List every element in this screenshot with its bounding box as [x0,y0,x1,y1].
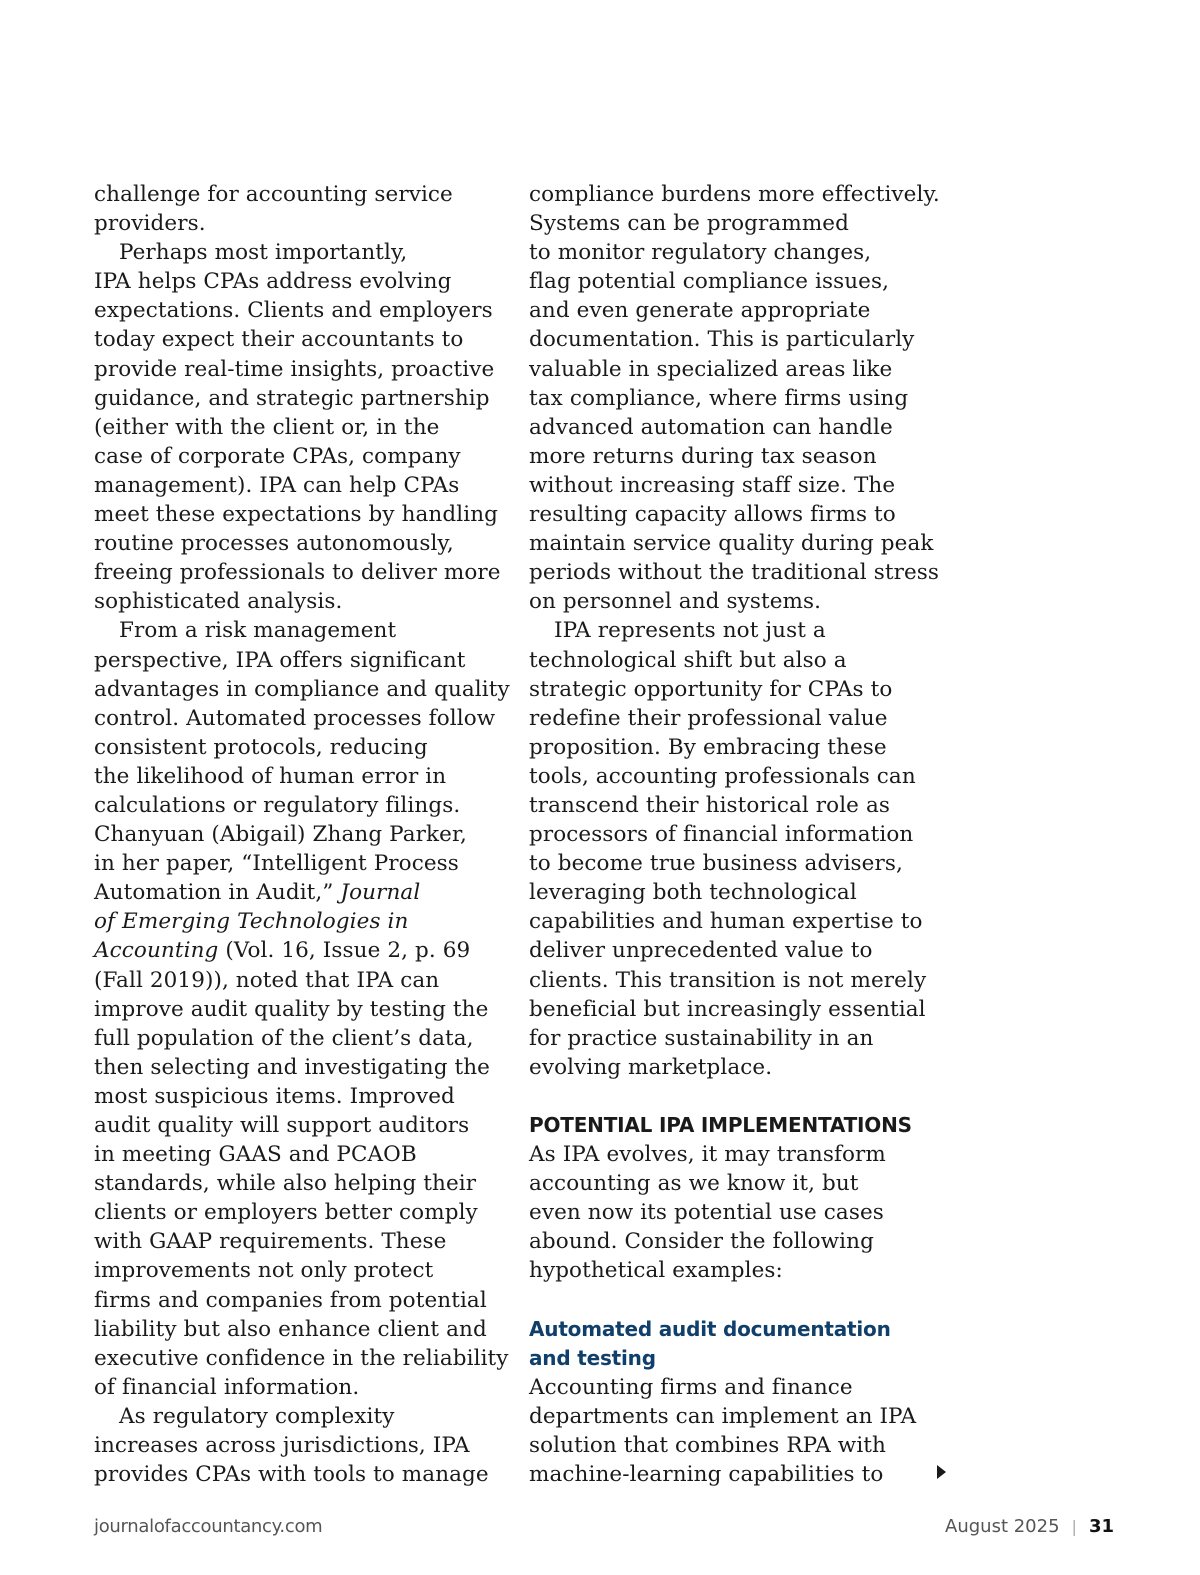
text-line: advanced automation can handle [529,414,893,440]
text-line: As regulatory complexity [119,1403,395,1429]
text-line: without increasing staff size. The [529,472,896,498]
text-line: deliver unprecedented value to [529,938,873,964]
text-line: periods without the traditional stress [529,560,940,586]
text-line: and even generate appropriate [529,298,871,324]
text-line: full population of the client’s data, [94,1025,474,1051]
text-line: As IPA evolves, it may transform [529,1142,886,1168]
text-line: in her paper, “Intelligent Process [94,851,459,877]
text-line: the likelihood of human error in [94,763,447,789]
text-line: Chanyuan (Abigail) Zhang Parker, [94,822,467,848]
text-line: accounting as we know it, but [529,1171,859,1197]
journal-title-italic: Journal [340,880,421,906]
text-line: advantages in compliance and quality [94,676,510,702]
text-line: From a risk management [119,618,397,644]
text-line: clients or employers better comply [94,1200,478,1226]
text-line: resulting capacity allows firms to [529,502,896,528]
text-line: perspective, IPA offers significant [94,647,466,673]
text-line: challenge for accounting service [94,182,453,207]
text-line: evolving marketplace. [529,1054,773,1080]
text-line: hypothetical examples: [529,1258,783,1284]
text-line: redefine their professional value [529,705,888,731]
text-line: (either with the client or, in the [94,414,440,440]
text-line: more returns during tax season [529,443,877,469]
text-line: provides CPAs with tools to manage [94,1462,489,1488]
text-line: IPA represents not just a [554,618,826,644]
paragraph-spacer [529,1286,949,1315]
text-line: standards, while also helping their [94,1171,477,1197]
text-line: consistent protocols, reducing [94,734,428,760]
text-line: to monitor regulatory changes, [529,240,872,266]
text-line: of financial information. [94,1374,360,1400]
text-line: audit quality will support auditors [94,1113,470,1138]
text-line: liability but also enhance client and [94,1316,487,1342]
text-line [94,878,514,907]
text-line: tax compliance, where firms using [529,385,909,411]
text-line: IPA helps CPAs address evolving [94,269,452,295]
text-line: leveraging both technological [529,880,857,906]
journal-title-italic: Accounting [94,938,219,964]
text-line: freeing professionals to deliver more [94,560,501,586]
text-run: Automation in Audit,” [94,880,334,906]
text-line: provide real-time insights, proactive [94,356,495,382]
text-line: meet these expectations by handling [94,502,499,528]
text-line: departments can implement an IPA [529,1403,917,1429]
text-line: beneficial but increasingly essential [529,996,926,1022]
text-line: sophisticated analysis. [94,589,343,615]
paragraph-spacer [529,1082,949,1111]
text-line: even now its potential use cases [529,1200,884,1226]
text-line: to become true business advisers, [529,851,903,877]
text-line: most suspicious items. Improved [94,1083,455,1109]
footer-separator: | [1071,1517,1077,1536]
text-line: compliance burdens more effectively. [529,182,940,207]
text-run: (Vol. 16, Issue 2, p. 69 [225,938,471,964]
text-line: proposition. By embracing these [529,734,887,760]
right-column [529,180,949,1489]
section-heading: POTENTIAL IPA IMPLEMENTATIONS [529,1113,912,1137]
text-line: management). IPA can help CPAs [94,472,460,498]
text-line: Perhaps most importantly, [119,240,408,266]
text-line: valuable in specialized areas like [529,356,893,382]
text-line: with GAAP requirements. These [94,1229,447,1255]
text-line: increases across jurisdictions, IPA [94,1433,470,1459]
text-line: capabilities and human expertise to [529,909,923,935]
text-line [94,936,514,965]
text-line: clients. This transition is not merely [529,967,927,993]
continue-arrow-icon [937,1465,946,1479]
text-line: on personnel and systems. [529,589,822,615]
text-line: improvements not only protect [94,1258,434,1284]
text-line: routine processes autonomously, [94,531,454,557]
text-line: expectations. Clients and employers [94,298,493,324]
text-line: improve audit quality by testing the [94,996,489,1022]
text-line: (Fall 2019)), noted that IPA can [94,967,440,993]
footer-issue-date: August 2025 [945,1516,1060,1537]
text-line: strategic opportunity for CPAs to [529,676,893,702]
text-line: in meeting GAAS and PCAOB [94,1142,417,1168]
text-line: technological shift but also a [529,647,847,673]
text-line: Accounting firms and finance [529,1374,853,1400]
text-line: documentation. This is particularly [529,327,915,353]
left-column [94,180,514,1489]
journal-title-italic: of Emerging Technologies in [94,909,409,935]
text-line: processors of financial information [529,822,914,848]
text-line: tools, accounting professionals can [529,763,916,789]
text-line: transcend their historical role as [529,792,890,818]
footer-page-info [945,1516,1114,1537]
text-line [94,907,514,936]
text-line: today expect their accountants to [94,327,464,353]
text-line: case of corporate CPAs, company [94,443,461,469]
text-line: Systems can be programmed [529,211,849,237]
text-line: calculations or regulatory filings. [94,792,461,818]
text-line: for practice sustainability in an [529,1025,874,1051]
subheading-line: and testing [529,1345,656,1370]
text-line: control. Automated processes follow [94,705,496,731]
text-line: firms and companies from potential [94,1287,487,1313]
text-line: guidance, and strategic partnership [94,385,490,411]
text-line: providers. [94,211,206,237]
text-line: flag potential compliance issues, [529,269,890,295]
text-line: then selecting and investigating the [94,1054,491,1080]
text-line: executive confidence in the reliability [94,1345,509,1371]
text-line: machine-learning capabilities to [529,1462,884,1488]
text-line: solution that combines RPA with [529,1433,886,1459]
text-line: maintain service quality during peak [529,531,934,557]
text-line: abound. Consider the following [529,1229,874,1255]
footer-website: journalofaccountancy.com [94,1516,323,1537]
page-number: 31 [1088,1516,1114,1537]
subheading-line: Automated audit documentation [529,1316,891,1341]
